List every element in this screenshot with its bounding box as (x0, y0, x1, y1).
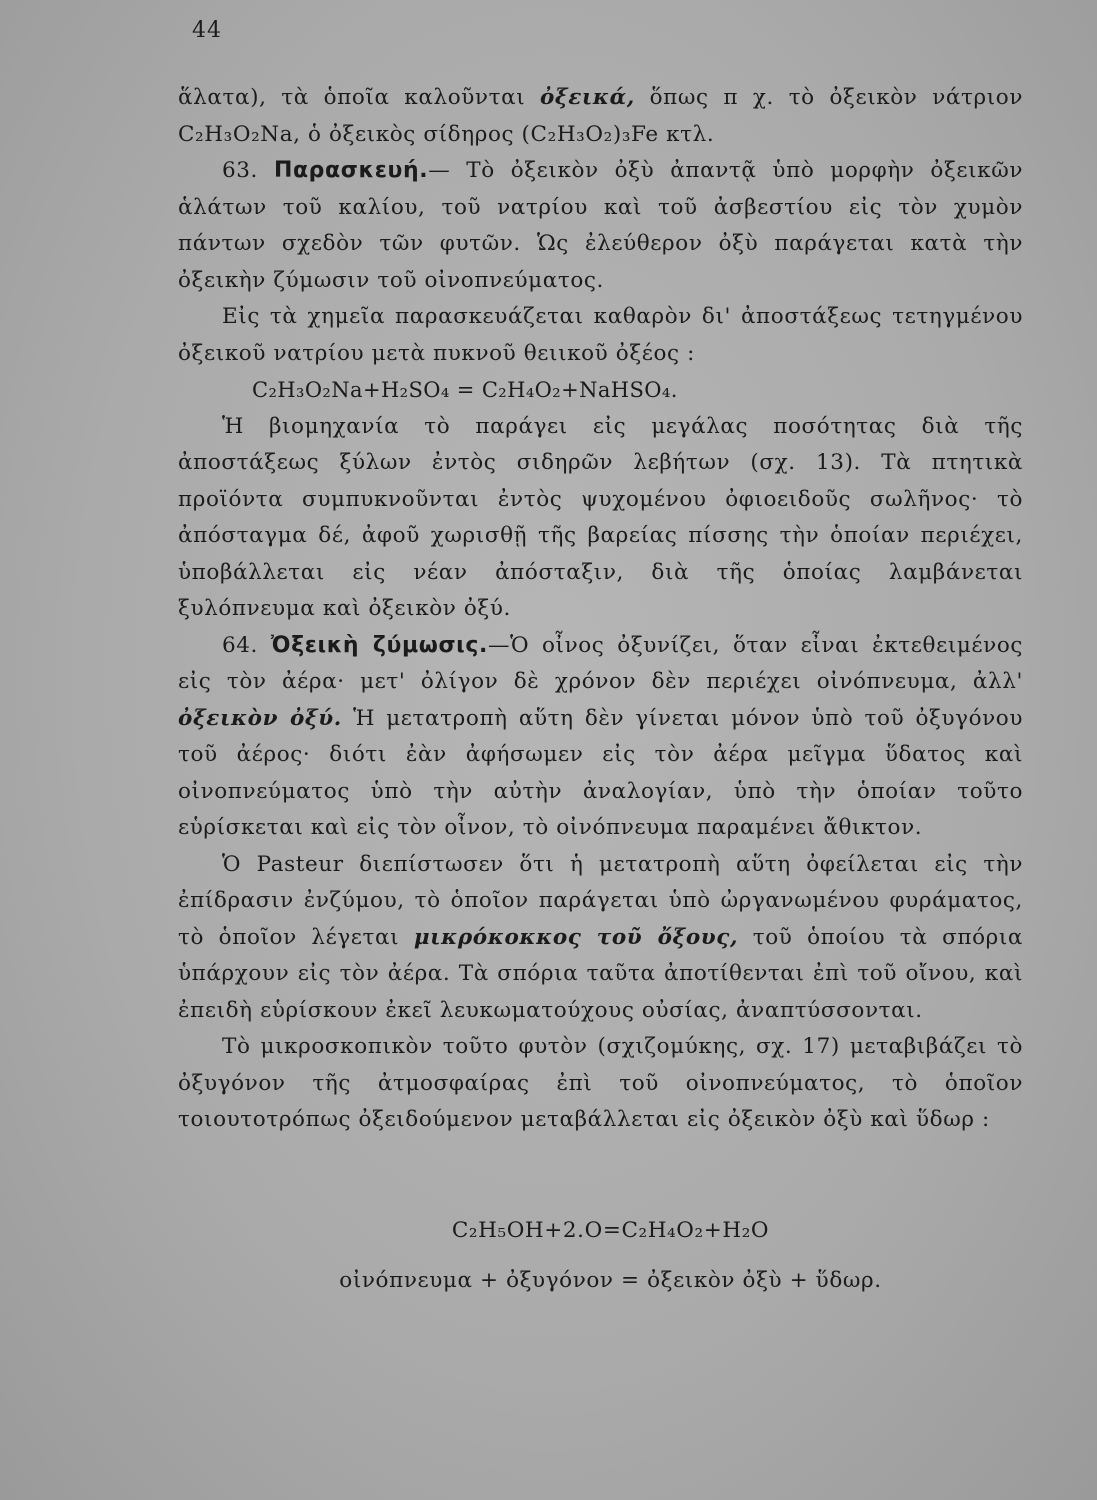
paragraph-industry: Ἡ βιομηχανία τὸ παράγει εἰς μεγάλας ποσότητας διὰ τῆς ἀποστάξεως ξύλων ἐντὸς σιδηρῶν λεβήτων (σχ. 13). Τὰ πτητικὰ προϊόντα συμπυκνοῦνται ἐντὸς ψυχομένου ὀφιοειδοῦς σωλῆνος· τὸ ἀπόσταγμα δέ, ἀφοῦ χωρισθῇ τῆς βαρείας πίσσης τὴν ὁποίαν περιέχει, ὑποβάλλεται εἰς νέαν ἀπόσταξιν, διὰ τῆς ὁποίας λαμβάνεται ξυλόπνευμα καὶ ὀξεικὸν ὀξύ. (178, 413, 1023, 621)
paragraph-section-64 (178, 628, 1023, 847)
chemical-equation: C₂H₃O₂Na+H₂SO₄ = C₂H₄O₂+NaHSO₄. (252, 378, 678, 402)
text-run: Ὁ Pasteur διεπίστωσεν ὅτι ἡ μετατροπὴ αὕτη ὀφείλεται εἰς τὴν ἐπίδρασιν ἐνζύμου, τὸ ὁποῖον παράγεται ὑπὸ ὠργανωμένου φυράματος, τὸ ὁποῖον λέγεται (178, 851, 1023, 950)
text-run: τοῦ ὁποίου τὰ σπόρια ὑπάρχουν εἰς τὸν ἀέρα. Τὰ σπόρια ταῦτα ἀποτίθενται ἐπὶ τοῦ οἴνου, καὶ ἐπειδὴ εὑρίσκουν ἐκεῖ λευκωματούχους οὐσίας, ἀναπτύσσονται. (178, 924, 1024, 1023)
text-run: ὅπως π χ. τὸ ὀξεικὸν νάτριον C₂H₃O₂Na, ὁ ὀξεικὸς σίδηρος (C₂H₃O₂)₃Fe κτλ. (178, 85, 1023, 147)
equation-words: οἰνόπνευμα + ὀξυγόνον = ὀξεικὸν ὀξὺ + ὕδωρ. (339, 1268, 882, 1293)
emphasis-term: ὀξεικά, (539, 85, 635, 110)
page-number: 44 (192, 18, 222, 43)
text-run: —Ὁ οἶνος ὀξυνίζει, ὅταν εἶναι ἐκτεθειμένος εἰς τὸν ἀέρα· μετ' ὀλίγον δὲ χρόνον δὲν περιέχει οἰνόπνευμα, ἀλλ' (178, 632, 1024, 694)
section-number: 64. (222, 632, 258, 658)
text-run: — Τὸ ὀξεικὸν ὀξὺ ἀπαντᾷ ὑπὸ μορφὴν ὀξεικῶν ἁλάτων τοῦ καλίου, τοῦ νατρίου καὶ τοῦ ἀσβεστίου εἰς τὸν χυμὸν πάντων σχεδὸν τῶν φυτῶν. Ὡς ἐλεύθερον ὀξὺ παράγεται κατὰ τὴν ὀξεικὴν ζύμωσιν τοῦ οἰνοπνεύματος. (178, 158, 1023, 293)
paragraph-preparation: Εἰς τὰ χημεῖα παρασκευάζεται καθαρὸν δι' ἀποστάξεως τετηγμένου ὀξεικοῦ νατρίου μετὰ πυκνοῦ θειικοῦ ὀξέος : (178, 304, 1023, 366)
paragraph-continuation (178, 80, 1023, 153)
paragraph-section-63 (178, 153, 1023, 299)
text-run: ἅλατα), τὰ ὁποῖα καλοῦνται (178, 85, 540, 110)
equation-formula: C₂H₅OH+2.O=C₂H₄O₂+H₂O (451, 1218, 770, 1243)
paragraph-microscopic: Τὸ μικροσκοπικὸν τοῦτο φυτὸν (σχιζομύκης, σχ. 17) μεταβιβάζει τὸ ὀξυγόνον τῆς ἀτμοσφαίρας ἐπὶ τοῦ οἰνοπνεύματος, τὸ ὁποῖον τοιουτοτρόπως ὀξειδούμενον μεταβάλλεται εἰς ὀξεικὸν ὀξὺ καὶ ὕδωρ : (178, 1034, 1023, 1132)
paragraph-pasteur (178, 847, 1023, 1030)
text-run: Ἡ μετατροπὴ αὕτη δὲν γίνεται μόνον ὑπὸ τοῦ ὀξυγόνου τοῦ ἀέρος· διότι ἐὰν ἀφήσωμεν εἰς τὸν ἀέρα μεῖγμα ὕδατος καὶ οἰνοπνεύματος ὑπὸ τὴν αὐτὴν ἀναλογίαν, ὑπὸ τὴν ὁποίαν τοῦτο εὑρίσκεται καὶ εἰς τὸν οἶνον, τὸ οἰνόπνευμα παραμένει ἄθικτον. (178, 705, 1023, 840)
section-heading: Παρασκευή. (273, 158, 429, 183)
body-text (178, 80, 1023, 1139)
emphasis-term: μικρόκοκκος τοῦ ὄξους, (413, 924, 739, 950)
emphasis-term: ὀξεικὸν ὀξύ. (178, 705, 342, 731)
section-number: 63. (222, 158, 258, 183)
section-heading: Ὀξεικὴ ζύμωσις. (270, 632, 488, 658)
